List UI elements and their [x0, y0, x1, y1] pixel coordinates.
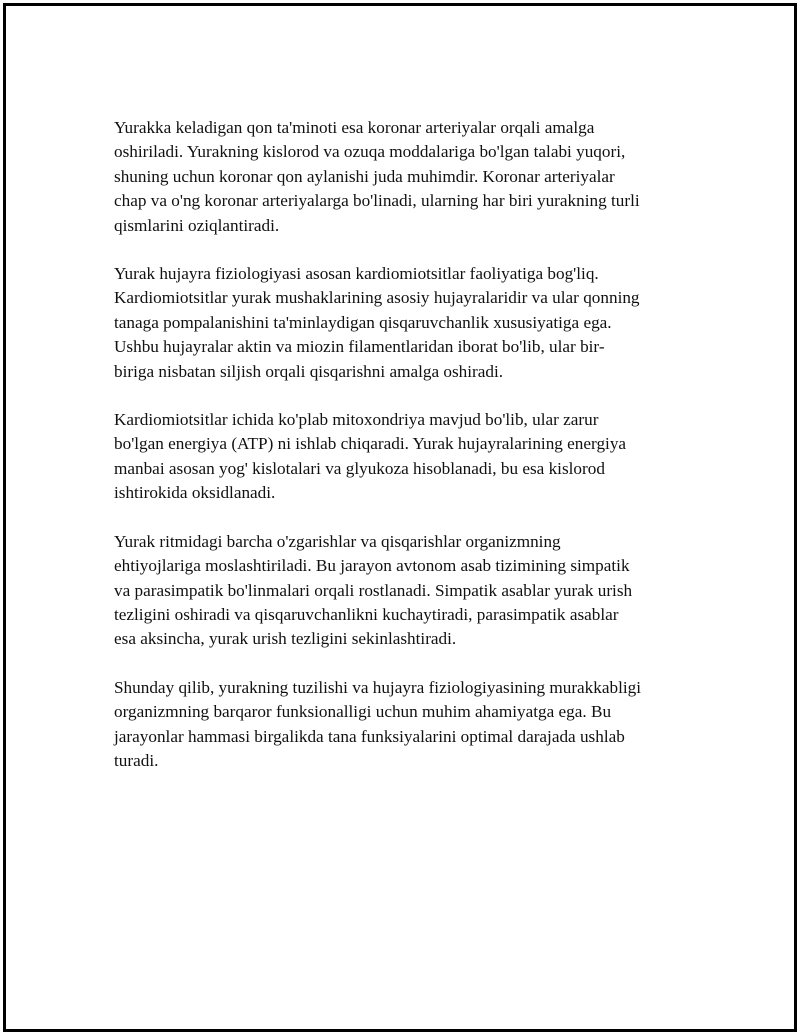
paragraph-conclusion: Shunday qilib, yurakning tuzilishi va hujayra fiziologiyasining murakkabligi organizmning barqaror funksionalligi uchun muhim ahamiyatga ega. Bu jarayonlar hammasi birgalikda tana funksiyalarini optimal darajada ushlab turadi. — [114, 677, 641, 770]
paragraph-mitochondria: Kardiomiotsitlar ichida ko'plab mitoxondriya mavjud bo'lib, ular zarur bo'lgan energiya (ATP) ni ishlab chiqaradi. Yurak hujayralarining energiya manbai asosan yog' kislotalari va glyukoza hisoblanadi, bu esa kislorod ishtirokida oksidlanadi. — [114, 410, 627, 503]
paragraph-heart-rhythm: Yurak ritmidagi barcha o'zgarishlar va qisqarishlar organizmning ehtiyojlariga moslashtiriladi. Bu jarayon avtonom asab tizimining simpatik va parasimpatik bo'linmalari orqali rostlanadi. Simpatik asablar yurak urish tezligini oshiradi va qisqaruvchanlikni kuchaytiradi, parasimpatik asablar esa aksincha, yurak urish tezligini sekinlashtiradi. — [114, 531, 633, 649]
paragraph-cardiomyocytes: Yurak hujayra fiziologiyasi asosan kardiomiotsitlar faoliyatiga bog'liq. Kardiomiotsitlar yurak mushaklarining asosiy hujayralaridir va ular qonning tanaga pompalanishini ta'minlaydigan qisqaruvchanlik xususiyatiga ega. Ushbu hujayralar aktin va miozin filamentlaridan iborat bo'lib, ular bir- biriga nisbatan siljish orqali qisqarishni amalga oshiradi. — [114, 264, 640, 381]
paragraph-coronary-supply: Yurakka keladigan qon ta'minoti esa koronar arteriyalar orqali amalga oshiriladi. Yurakning kislorod va ozuqa moddalariga bo'lgan talabi yuqori, shuning uchun koronar qon aylanishi juda muhimdir. Koronar arteriyalar chap va o'ng koronar arteriyalarga bo'linadi, ularning har biri yurakning turli qismlarini oziqlantiradi. — [114, 118, 640, 235]
document-body — [114, 116, 674, 797]
